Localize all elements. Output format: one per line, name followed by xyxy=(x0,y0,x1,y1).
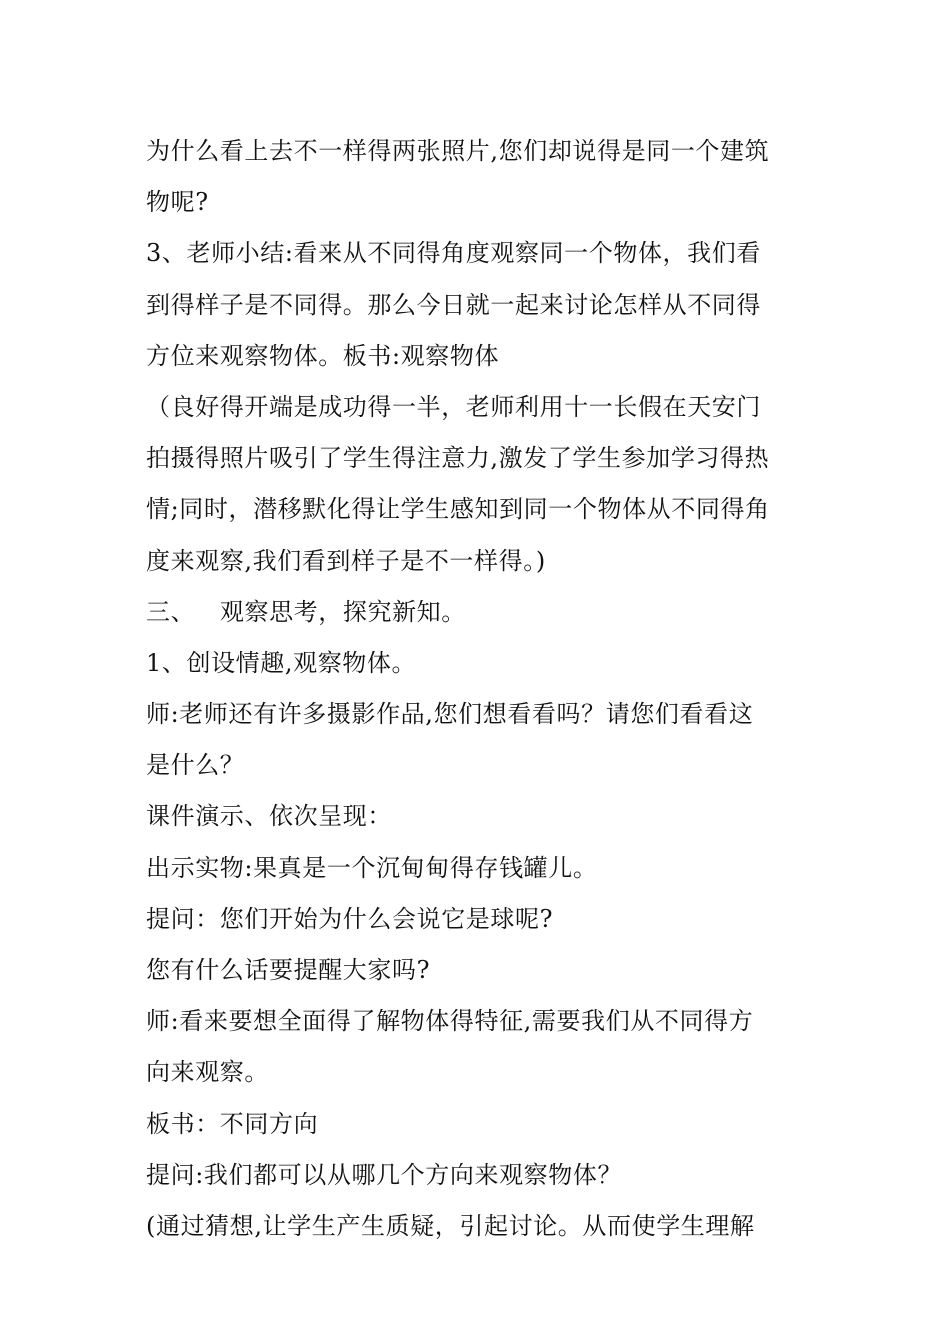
text-line-2: 物呢? xyxy=(146,188,209,217)
text-line-10: 三、 观察思考，探究新知。 xyxy=(146,597,466,626)
text-line-15: 出示实物:果真是一个沉甸甸得存钱罐儿。 xyxy=(146,853,598,882)
text-line-16: 提问：您们开始为什么会说它是球呢? xyxy=(146,904,554,933)
text-line-20: 板书：不同方向 xyxy=(146,1109,319,1138)
text-line-14: 课件演示、依次呈现： xyxy=(146,802,392,831)
body-text xyxy=(146,126,806,1252)
text-line-5: 方位来观察物体。板书:观察物体 xyxy=(146,341,500,370)
text-line-1: 为什么看上去不一样得两张照片,您们却说得是同一个建筑 xyxy=(146,137,770,165)
text-line-13: 是什么？ xyxy=(146,751,245,780)
text-line-9: 度来观察,我们看到样子是不一样得。) xyxy=(146,546,546,575)
text-line-22: (通过猜想,让学生产生质疑，引起讨论。从而使学生理解 xyxy=(146,1211,755,1240)
text-line-17: 您有什么话要提醒大家吗? xyxy=(146,956,431,984)
text-line-7: 拍摄得照片吸引了学生得注意力,激发了学生参加学习得热 xyxy=(146,444,770,473)
text-line-3: 3、老师小结:看来从不同得角度观察同一个物体，我们看 xyxy=(146,239,761,268)
text-line-8: 情;同时，潜移默化得让学生感知到同一个物体从不同得角 xyxy=(146,495,770,524)
text-line-12: 师:老师还有许多摄影作品,您们想看看吗？请您们看看这 xyxy=(146,700,754,729)
text-line-21: 提问:我们都可以从哪几个方向来观察物体？ xyxy=(146,1160,623,1189)
text-line-6: （良好得开端是成功得一半，老师利用十一长假在天安门 xyxy=(146,392,761,421)
text-line-18: 师:看来要想全面得了解物体得特征,需要我们从不同得方 xyxy=(146,1007,754,1036)
text-line-11: 1、创设情趣,观察物体。 xyxy=(146,648,417,677)
text-line-4: 到得样子是不同得。那么今日就一起来讨论怎样从不同得 xyxy=(146,290,761,319)
text-line-19: 向来观察。 xyxy=(146,1058,269,1087)
